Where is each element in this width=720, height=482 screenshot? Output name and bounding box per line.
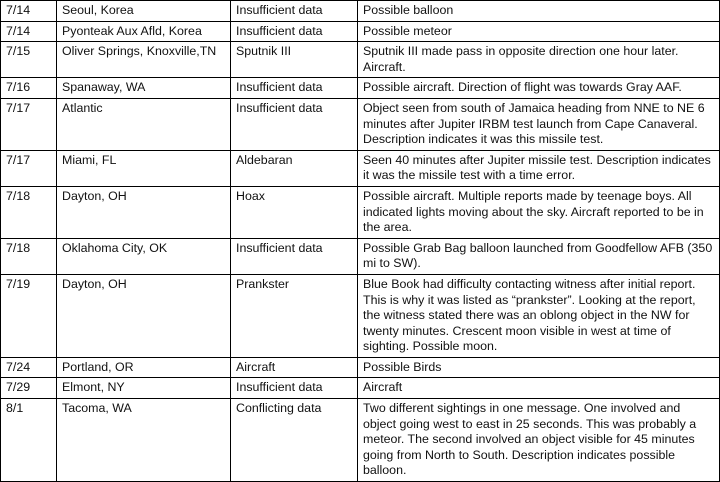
- sightings-table-body: [1, 1, 720, 482]
- location-cell: Seoul, Korea: [57, 1, 231, 22]
- date-cell: 7/17: [1, 150, 57, 186]
- evaluation-cell: Aircraft: [231, 357, 358, 378]
- table-row: [1, 399, 720, 482]
- date-cell: 7/24: [1, 357, 57, 378]
- location-cell: Dayton, OH: [57, 186, 231, 238]
- date-cell: 7/16: [1, 78, 57, 99]
- location-cell: Dayton, OH: [57, 274, 231, 357]
- evaluation-cell: Prankster: [231, 274, 358, 357]
- date-cell: 7/15: [1, 42, 57, 78]
- comments-cell: Possible aircraft. Direction of flight was towards Gray AAF.: [358, 78, 720, 99]
- comments-cell: Blue Book had difficulty contacting witness after initial report. This is why it was listed as “prankster”. Looking at the report, the witness stated there was an oblong object in the NW for twenty minutes. Crescent moon visible in west at time of sighting. Possible moon.: [358, 274, 720, 357]
- table-row: [1, 274, 720, 357]
- evaluation-cell: Insufficient data: [231, 1, 358, 22]
- evaluation-cell: Aldebaran: [231, 150, 358, 186]
- evaluation-cell: Insufficient data: [231, 238, 358, 274]
- date-cell: 7/14: [1, 1, 57, 22]
- table-row: [1, 357, 720, 378]
- table-row: [1, 238, 720, 274]
- date-cell: 8/1: [1, 399, 57, 482]
- comments-cell: Possible Grab Bag balloon launched from Goodfellow AFB (350 mi to SW).: [358, 238, 720, 274]
- location-cell: Atlantic: [57, 98, 231, 150]
- location-cell: Oklahoma City, OK: [57, 238, 231, 274]
- date-cell: 7/18: [1, 186, 57, 238]
- table-row: [1, 186, 720, 238]
- comments-cell: Seen 40 minutes after Jupiter missile test. Description indicates it was the missile test with a time error.: [358, 150, 720, 186]
- comments-cell: Object seen from south of Jamaica heading from NNE to NE 6 minutes after Jupiter IRBM test launch from Cape Canaveral. Description indicates it was this missile test.: [358, 98, 720, 150]
- comments-cell: Two different sightings in one message. One involved and object going west to east in 25 seconds. This was probably a meteor. The second involved an object visible for 45 minutes going from North to South. Description indicates possible balloon.: [358, 399, 720, 482]
- evaluation-cell: Hoax: [231, 186, 358, 238]
- comments-cell: Possible balloon: [358, 1, 720, 22]
- comments-cell: Possible meteor: [358, 21, 720, 42]
- location-cell: Portland, OR: [57, 357, 231, 378]
- location-cell: Tacoma, WA: [57, 399, 231, 482]
- date-cell: 7/18: [1, 238, 57, 274]
- evaluation-cell: Conflicting data: [231, 399, 358, 482]
- evaluation-cell: Insufficient data: [231, 378, 358, 399]
- comments-cell: Aircraft: [358, 378, 720, 399]
- table-row: [1, 42, 720, 78]
- table-row: [1, 1, 720, 22]
- comments-cell: Sputnik III made pass in opposite direction one hour later. Aircraft.: [358, 42, 720, 78]
- location-cell: Miami, FL: [57, 150, 231, 186]
- location-cell: Elmont, NY: [57, 378, 231, 399]
- date-cell: 7/19: [1, 274, 57, 357]
- location-cell: Spanaway, WA: [57, 78, 231, 99]
- evaluation-cell: Insufficient data: [231, 21, 358, 42]
- date-cell: 7/14: [1, 21, 57, 42]
- table-row: [1, 150, 720, 186]
- table-row: [1, 78, 720, 99]
- location-cell: Oliver Springs, Knoxville,TN: [57, 42, 231, 78]
- table-row: [1, 378, 720, 399]
- date-cell: 7/29: [1, 378, 57, 399]
- evaluation-cell: Insufficient data: [231, 78, 358, 99]
- evaluation-cell: Sputnik III: [231, 42, 358, 78]
- location-cell: Pyonteak Aux Afld, Korea: [57, 21, 231, 42]
- comments-cell: Possible Birds: [358, 357, 720, 378]
- date-cell: 7/17: [1, 98, 57, 150]
- table-row: [1, 21, 720, 42]
- evaluation-cell: Insufficient data: [231, 98, 358, 150]
- table-row: [1, 98, 720, 150]
- comments-cell: Possible aircraft. Multiple reports made by teenage boys. All indicated lights moving about the sky. Aircraft reported to be in the area.: [358, 186, 720, 238]
